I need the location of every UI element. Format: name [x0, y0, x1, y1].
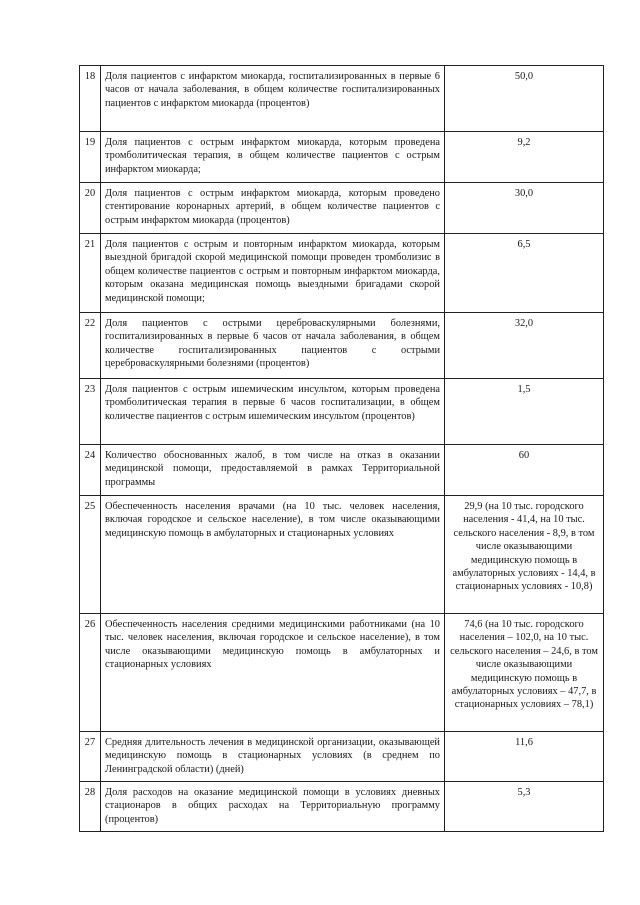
- row-value: 29,9 (на 10 тыс. городского населения - 41,4, на 10 тыс. сельского населения - 8,9, в том числе оказывающими медицинскую помощь в амбулаторных условиях - 14,4, в стационарных условиях - 10,8): [445, 496, 604, 614]
- indicators-table: [79, 65, 604, 832]
- table-row: [80, 732, 604, 782]
- table-row: [80, 614, 604, 732]
- table-row: [80, 183, 604, 234]
- row-value: 32,0: [445, 313, 604, 379]
- row-description: Средняя длительность лечения в медицинской организации, оказывающей медицинскую помощь в стационарных условиях (в среднем по Ленинградской области) (дней): [101, 732, 445, 782]
- row-value: 30,0: [445, 183, 604, 234]
- row-number: 18: [80, 66, 101, 132]
- row-value: 60: [445, 445, 604, 496]
- row-number: 24: [80, 445, 101, 496]
- row-description: Обеспеченность населения врачами (на 10 тыс. человек населения, включая городское и сельское население), в том числе оказывающими медицинскую помощь в амбулаторных и стационарных условиях: [101, 496, 445, 614]
- table-row: [80, 445, 604, 496]
- table-row: [80, 313, 604, 379]
- row-number: 28: [80, 782, 101, 832]
- row-description: Доля пациентов с острыми цереброваскулярными болезнями, госпитализированных в первые 6 часов от начала заболевания, в общем количестве госпитализированных пациентов с острыми цереброваскулярными болезнями (процентов): [101, 313, 445, 379]
- row-description: Доля пациентов с острым ишемическим инсультом, которым проведена тромболитическая терапия в первые 6 часов госпитализации, в общем количестве пациентов с острым ишемическим инсультом (процентов): [101, 379, 445, 445]
- table-row: [80, 782, 604, 832]
- row-number: 26: [80, 614, 101, 732]
- table-row: [80, 132, 604, 183]
- row-number: 21: [80, 234, 101, 313]
- row-value: 11,6: [445, 732, 604, 782]
- row-value: 74,6 (на 10 тыс. городского населения – 102,0, на 10 тыс. сельского населения – 24,6, в том числе оказывающими медицинскую помощь в амбулаторных условиях – 47,7, в стационарных условиях – 78,1): [445, 614, 604, 732]
- row-value: 9,2: [445, 132, 604, 183]
- row-description: Количество обоснованных жалоб, в том числе на отказ в оказании медицинской помощи, предоставляемой в рамках Территориальной программы: [101, 445, 445, 496]
- row-description: Доля пациентов с инфарктом миокарда, госпитализированных в первые 6 часов от начала заболевания, в общем количестве госпитализированных пациентов с инфарктом миокарда (процентов): [101, 66, 445, 132]
- row-number: 23: [80, 379, 101, 445]
- row-value: 50,0: [445, 66, 604, 132]
- table-row: [80, 496, 604, 614]
- row-number: 19: [80, 132, 101, 183]
- row-number: 27: [80, 732, 101, 782]
- row-value: 5,3: [445, 782, 604, 832]
- row-number: 22: [80, 313, 101, 379]
- row-number: 25: [80, 496, 101, 614]
- row-description: Доля пациентов с острым и повторным инфарктом миокарда, которым выездной бригадой скорой медицинской помощи проведен тромболизис в общем количестве пациентов с острым и повторным инфарктом миокарда, которым оказана медицинская помощь выездными бригадами скорой медицинской помощи;: [101, 234, 445, 313]
- row-value: 6,5: [445, 234, 604, 313]
- row-number: 20: [80, 183, 101, 234]
- row-description: Доля расходов на оказание медицинской помощи в условиях дневных стационаров в общих расходах на Территориальную программу (процентов): [101, 782, 445, 832]
- table-row: [80, 379, 604, 445]
- row-description: Доля пациентов с острым инфарктом миокарда, которым проведена тромболитическая терапия, в общем количестве пациентов с острым инфарктом миокарда;: [101, 132, 445, 183]
- row-description: Обеспеченность населения средними медицинскими работниками (на 10 тыс. человек населения, включая городское и сельское население), в том числе оказывающими медицинскую помощь в амбулаторных и стационарных условиях: [101, 614, 445, 732]
- table-row: [80, 66, 604, 132]
- table-row: [80, 234, 604, 313]
- row-description: Доля пациентов с острым инфарктом миокарда, которым проведено стентирование коронарных артерий, в общем количестве пациентов с острым инфарктом миокарда (процентов): [101, 183, 445, 234]
- row-value: 1,5: [445, 379, 604, 445]
